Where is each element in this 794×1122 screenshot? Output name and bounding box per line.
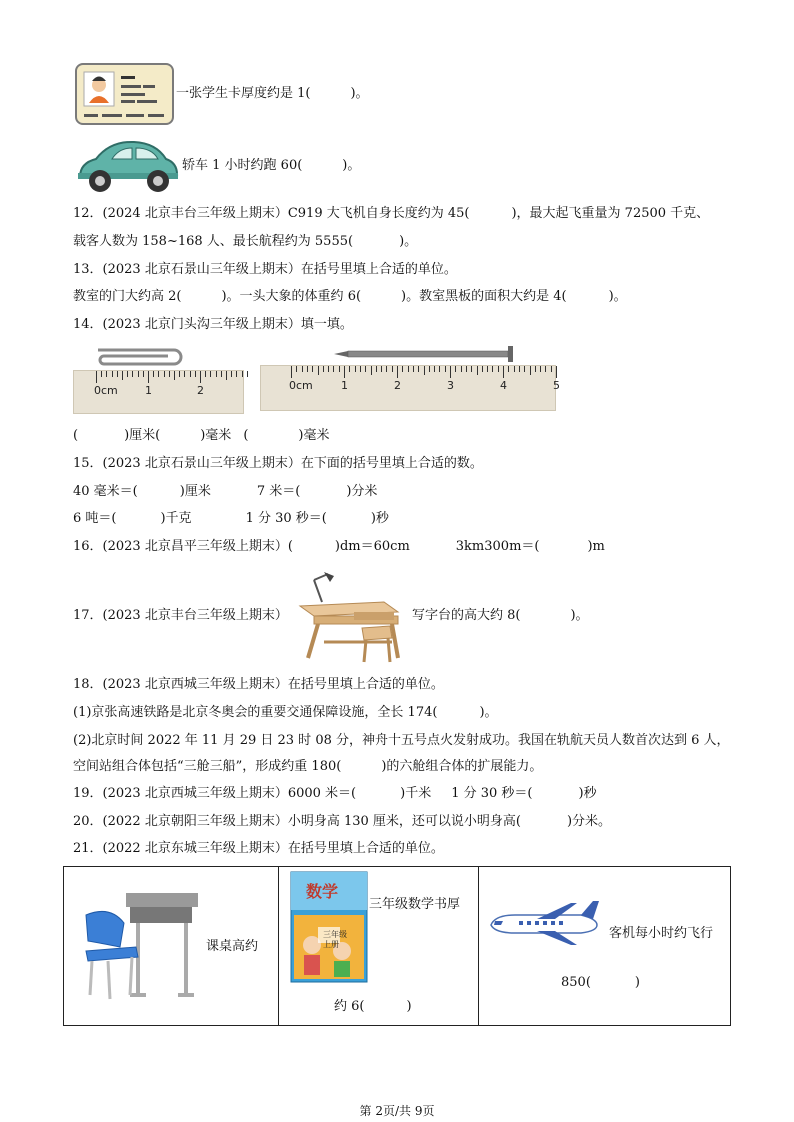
ruler-tick [210,371,211,377]
ruler-tick [127,371,128,377]
ruler-tick [445,366,446,372]
question-16: 16．(2023 北京昌平三年级上期末）( )dm＝60cm 3km300m＝( )m [73,539,605,554]
desk-height-label: 课桌高约 [206,939,259,954]
question-student-card: 一张学生卡厚度约是 1( )。 [176,86,369,101]
ruler-tick [148,371,149,383]
ruler-tick [226,371,227,380]
ruler-tick [482,366,483,372]
ruler-tick [477,366,478,375]
book-grade: 三年级 [323,930,347,939]
ruler-label: 2 [394,379,401,392]
ruler-tick [96,371,97,383]
question-14-answers: ( )厘米( )毫米 ( )毫米 [73,428,330,443]
question-13-title: 13．(2023 北京石景山三年级上期末）在括号里填上合适的单位。 [73,262,457,277]
ruler-tick [291,366,292,378]
ruler-tick [184,371,185,377]
ruler-tick [413,366,414,372]
ruler-tick [461,366,462,372]
question-18-title: 18．(2023 北京西城三年级上期末）在括号里填上合适的单位。 [73,677,444,692]
ruler-tick [216,371,217,377]
ruler-tick [190,371,191,377]
ruler-tick [174,371,175,380]
question-19: 19．(2023 北京西城三年级上期末）6000 米＝( )千米 1 分 30 秒＝( )秒 [73,786,597,801]
question-17-body: 写字台的高大约 8( )。 [412,608,589,623]
table-cell-book [279,867,479,1026]
ruler-tick [231,371,232,377]
ruler-label: 3 [447,379,454,392]
ruler-tick [339,366,340,372]
ruler-tick [158,371,159,377]
plane-speed-answer: 850( ) [561,975,640,990]
book-thickness-answer: 约 6( ) [334,999,412,1014]
paperclip-image [90,344,186,370]
ruler-tick [371,366,372,375]
ruler-tick [169,371,170,377]
ruler-tick [101,371,102,377]
ruler-tick [429,366,430,372]
ruler-tick [551,366,552,372]
ruler-tick [242,371,243,377]
ruler-tick [492,366,493,372]
question-18-part-2-line-2: 空间站组合体包括“三舱三船”，形成约重 180( )的六舱组合体的扩展能力。 [73,759,543,774]
ruler-tick [236,371,237,377]
ruler-tick [487,366,488,372]
question-18-part-2-line-1: (2)北京时间 2022 年 11 月 29 日 23 时 08 分，神舟十五号点火发射成功。我国在轨航天员人数首次达到 6 人， [73,733,730,748]
ruler-tick [112,371,113,377]
ruler-2 [260,365,560,411]
ruler-tick [540,366,541,372]
ruler-tick [333,366,334,372]
plane-speed-label: 客机每小时约飞行 [609,926,714,941]
ruler-tick [556,366,557,378]
ruler-label: 1 [341,379,348,392]
ruler-tick [360,366,361,372]
ruler-tick [200,371,201,383]
ruler-tick [545,366,546,372]
ruler-tick [312,366,313,372]
ruler-tick [455,366,456,372]
ruler-tick [466,366,467,372]
ruler-tick [376,366,377,372]
ruler-tick [535,366,536,372]
ruler-label: 1 [145,384,152,397]
page-footer: 第 2页/共 9页 [359,1104,435,1118]
ruler-tick [221,371,222,377]
table-cell-desk [64,867,279,1026]
ruler-label: 5 [553,379,560,392]
question-17-label: 17．(2023 北京丰台三年级上期末） [73,608,288,623]
question-20: 20．(2022 北京朝阳三年级上期末）小明身高 130 厘米，还可以说小明身高( )分米。 [73,814,612,829]
ruler-tick [471,366,472,372]
ruler-tick [195,371,196,377]
ruler-tick [514,366,515,372]
question-12-line-2: 载客人数为 158~168 人、最长航程约为 5555( )。 [73,234,418,249]
ruler-tick [153,371,154,377]
ruler-tick [402,366,403,372]
airplane-image [485,901,601,947]
ruler-tick [424,366,425,375]
ruler-tick [381,366,382,372]
ruler-tick [524,366,525,372]
ruler-tick [508,366,509,372]
ruler-tick [434,366,435,372]
ruler-tick [318,366,319,375]
question-12-line-1: 12．(2024 北京丰台三年级上期末）C919 大飞机自身长度约为 45( )，最大起飞重量为 72500 千克、 [73,206,710,221]
ruler-tick [106,371,107,377]
question-21-table [63,866,731,1026]
ruler-1 [73,370,244,414]
desk-image [294,572,402,664]
ruler-tick [392,366,393,372]
table-cell-plane [479,867,731,1026]
ruler-tick [344,366,345,378]
ruler-tick [179,371,180,377]
ruler-tick [408,366,409,372]
question-14-title: 14．(2023 北京门头沟三年级上期末）填一填。 [73,317,353,332]
ruler-label: 0cm [289,379,313,392]
ruler-tick [365,366,366,372]
question-15-title: 15．(2023 北京石景山三年级上期末）在下面的括号里填上合适的数。 [73,456,483,471]
ruler-tick [349,366,350,372]
nail-image [330,344,520,364]
ruler-tick [143,371,144,377]
question-car: 轿车 1 小时约跑 60( )。 [182,158,361,173]
ruler-tick [503,366,504,378]
ruler-tick [138,371,139,377]
question-15-row-2: 6 吨＝( )千克 1 分 30 秒＝( )秒 [73,511,389,526]
ruler-tick [247,371,248,377]
school-desk-image [80,885,200,1001]
ruler-tick [498,366,499,372]
question-15-row-1: 40 毫米＝( )厘米 7 米＝( )分米 [73,484,378,499]
book-thickness-label: 三年级数学书厚 [369,897,461,912]
ruler-tick [117,371,118,377]
ruler-tick [296,366,297,372]
ruler-label: 0cm [94,384,118,397]
ruler-tick [205,371,206,377]
ruler-tick [355,366,356,372]
ruler-tick [530,366,531,375]
book-volume: 上册 [323,940,339,949]
ruler-tick [302,366,303,372]
ruler-tick [307,366,308,372]
student-card-image [75,63,174,125]
ruler-label: 4 [500,379,507,392]
question-18-part-1: (1)京张高速铁路是北京冬奥会的重要交通保障设施，全长 174( )。 [73,705,498,720]
ruler-tick [519,366,520,372]
ruler-tick [122,371,123,380]
ruler-tick [450,366,451,378]
car-image [74,137,180,194]
question-13-body: 教室的门大约高 2( )。一头大象的体重约 6( )。教室黑板的面积大约是 4( )。 [73,289,627,304]
ruler-label: 2 [197,384,204,397]
ruler-tick [397,366,398,378]
ruler-tick [323,366,324,372]
book-title: 数学 [306,882,339,901]
question-21-title: 21．(2022 北京东城三年级上期末）在括号里填上合适的单位。 [73,841,444,856]
ruler-tick [164,371,165,377]
ruler-tick [328,366,329,372]
ruler-tick [439,366,440,372]
ruler-tick [132,371,133,377]
ruler-tick [386,366,387,372]
ruler-tick [418,366,419,372]
